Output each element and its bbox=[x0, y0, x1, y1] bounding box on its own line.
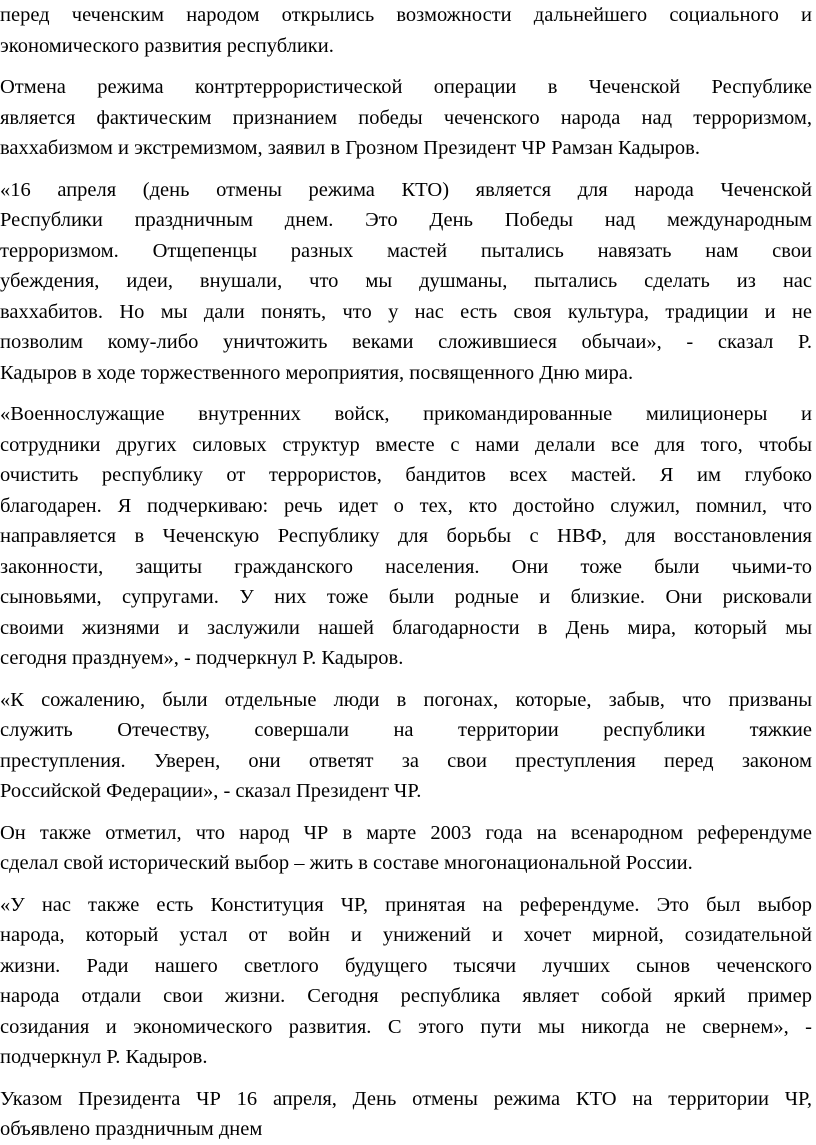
text-line: созидания и экономического развития. С этого пути мы никогда не свернем», - bbox=[0, 1015, 812, 1038]
text-line: «К сожалению, были отдельные люди в погонах, которые, забыв, что призваны bbox=[0, 688, 812, 711]
text-line: служить Отечеству, совершали на территории республики тяжкие bbox=[0, 719, 812, 741]
text-line: очистить республику от террористов, бандитов всех мастей. Я им глубоко bbox=[0, 464, 812, 486]
text-line: сыновьями, супругами. У них тоже были родные и близкие. Они рисковали bbox=[0, 586, 812, 608]
text-line: народа, который устал от войн и унижений и хочет мирной, созидательной bbox=[0, 924, 812, 946]
paragraph-8 bbox=[0, 1084, 812, 1145]
paragraph-1 bbox=[0, 0, 812, 61]
text-line: перед чеченским народом открылись возможности дальнейшего социального и bbox=[0, 4, 812, 26]
text-line: Он также отметил, что народ ЧР в марте 2003 года на всенародном референдуме bbox=[0, 821, 812, 844]
paragraph-6 bbox=[0, 818, 812, 879]
text-line: подчеркнул Р. Кадыров. bbox=[0, 1046, 208, 1068]
text-line: убеждения, идеи, внушали, что мы душманы, пытались сделать из нас bbox=[0, 270, 812, 292]
text-line: своими жизнями и заслужили нашей благодарности в День мира, который мы bbox=[0, 616, 812, 639]
text-line: является фактическим признанием победы чеченского народа над терроризмом, bbox=[0, 106, 812, 129]
text-line: Республики праздничным днем. Это День Победы над международным bbox=[0, 209, 812, 231]
text-line: «Военнослужащие внутренних войск, прикомандированные милиционеры и bbox=[0, 403, 812, 425]
text-line: экономического развития республики. bbox=[0, 34, 334, 57]
text-line: Кадыров в ходе торжественного мероприятия, посвященного Дню мира. bbox=[0, 361, 634, 384]
text-line: позволим кому-либо уничтожить веками сложившиеся обычаи», - сказал Р. bbox=[0, 331, 812, 353]
text-line: направляется в Чеченскую Республику для борьбы с НВФ, для восстановления bbox=[0, 525, 812, 547]
paragraph-5 bbox=[0, 685, 812, 807]
paragraph-2 bbox=[0, 72, 812, 164]
text-line: Российской Федерации», - сказал Президент ЧР. bbox=[0, 780, 422, 802]
text-line: терроризмом. Отщепенцы разных мастей пытались навязать нам свои bbox=[0, 239, 812, 262]
text-line: Отмена режима контртеррористической операции в Чеченской Республике bbox=[0, 76, 812, 98]
paragraph-7 bbox=[0, 890, 812, 1073]
text-line: сотрудники других силовых структур вместе с нами делали все для того, чтобы bbox=[0, 433, 812, 456]
text-line: сделал свой исторический выбор – жить в составе многонациональной России. bbox=[0, 852, 693, 874]
text-line: преступления. Уверен, они ответят за свои преступления перед законом bbox=[0, 749, 812, 772]
text-line: «У нас также есть Конституция ЧР, принятая на референдуме. Это был выбор bbox=[0, 893, 812, 916]
text-line: Указом Президента ЧР 16 апреля, День отмены режима КТО на территории ЧР, bbox=[0, 1087, 812, 1110]
text-line: жизни. Ради нашего светлого будущего тысячи лучших сынов чеченского bbox=[0, 954, 812, 977]
text-line: «16 апреля (день отмены режима КТО) является для народа Чеченской bbox=[0, 178, 812, 201]
paragraph-4 bbox=[0, 399, 812, 674]
text-line: законности, защиты гражданского населения. Они тоже были чьими-то bbox=[0, 555, 812, 578]
text-line: народа отдали свои жизни. Сегодня республика являет собой яркий пример bbox=[0, 985, 812, 1007]
text-line: ваххабизмом и экстремизмом, заявил в Грозном Президент ЧР Рамзан Кадыров. bbox=[0, 137, 700, 159]
text-line: объявлено праздничным днем bbox=[0, 1118, 263, 1140]
text-line: сегодня празднуем», - подчеркнул Р. Кадыров. bbox=[0, 647, 404, 669]
text-line: ваххабитов. Но мы дали понять, что у нас есть своя культура, традиции и не bbox=[0, 300, 812, 323]
paragraph-3 bbox=[0, 175, 812, 389]
text-line: благодарен. Я подчеркиваю: речь идет о тех, кто достойно служил, помнил, что bbox=[0, 494, 812, 517]
